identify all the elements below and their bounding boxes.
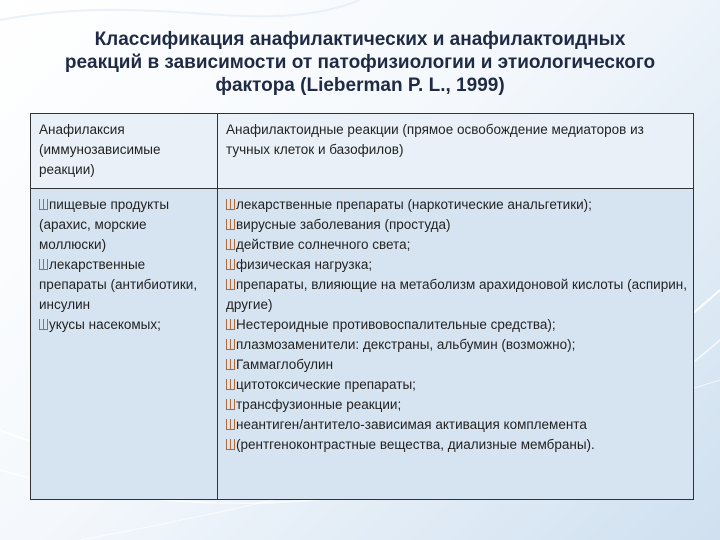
slide-title (30, 28, 690, 97)
bullet-icon (226, 319, 235, 330)
anaphylaxis-header-text: Анафилаксия (иммунозависимые реакции) (39, 122, 161, 177)
list-item: действие солнечного света; (226, 235, 687, 255)
bullet-icon (226, 239, 235, 250)
bullet-icon (226, 439, 235, 450)
list-item: пищевые продукты (арахис, морские моллюски) (39, 197, 170, 252)
table-body-row (31, 189, 694, 500)
bullet-icon (39, 259, 48, 270)
title-line-1: Классификация анафилактических и анафилактоидных (94, 29, 626, 50)
list-item: физическая нагрузка; (226, 255, 687, 275)
list-item: (рентгеноконтрастные вещества, диализные мембраны). (226, 435, 687, 455)
bullet-icon (226, 419, 235, 430)
title-line-3: фактора (Lieberman P. L., 1999) (215, 75, 505, 96)
list-item: неантиген/антитело-зависимая активация комплемента (226, 415, 687, 435)
list-item: Нестероидные противовоспалительные средства); (226, 315, 687, 335)
bullet-icon (226, 259, 235, 270)
title-line-2: реакций в зависимости от патофизиологии и этиологического (64, 52, 656, 73)
anaphylactoid-header (218, 114, 694, 189)
bullet-icon (226, 199, 235, 210)
anaphylactoid-header-text: Анафилактоидные реакции (прямое освобождение медиаторов из тучных клеток и базофилов) (226, 122, 644, 157)
list-item: лекарственные препараты (наркотические анальгетики); (226, 195, 687, 215)
bullet-icon (39, 319, 48, 330)
anaphylaxis-causes-cell (31, 189, 218, 500)
list-item: трансфузионные реакции; (226, 395, 687, 415)
list-item: цитотоксические препараты; (226, 375, 687, 395)
bullet-icon (226, 279, 235, 290)
bullet-icon (226, 359, 235, 370)
bullet-icon (226, 339, 235, 350)
list-item: плазмозаменители: декстраны, альбумин (возможно); (226, 335, 687, 355)
table-header-row (31, 114, 694, 189)
bullet-icon (226, 219, 235, 230)
bullet-icon (39, 199, 48, 210)
anaphylactoid-causes-cell (218, 189, 694, 500)
bullet-icon (226, 379, 235, 390)
list-item: вирусные заболевания (простуда) (226, 215, 687, 235)
list-item: укусы насекомых; (39, 315, 211, 335)
list-item: лекарственные препараты (антибиотики, инсулин (39, 257, 198, 312)
classification-table (30, 113, 694, 500)
anaphylaxis-header (31, 114, 218, 189)
bullet-icon (226, 399, 235, 410)
list-item: препараты, влияющие на метаболизм арахидоновой кислоты (аспирин, другие) (226, 277, 687, 312)
list-item: Гаммаглобулин (226, 355, 687, 375)
